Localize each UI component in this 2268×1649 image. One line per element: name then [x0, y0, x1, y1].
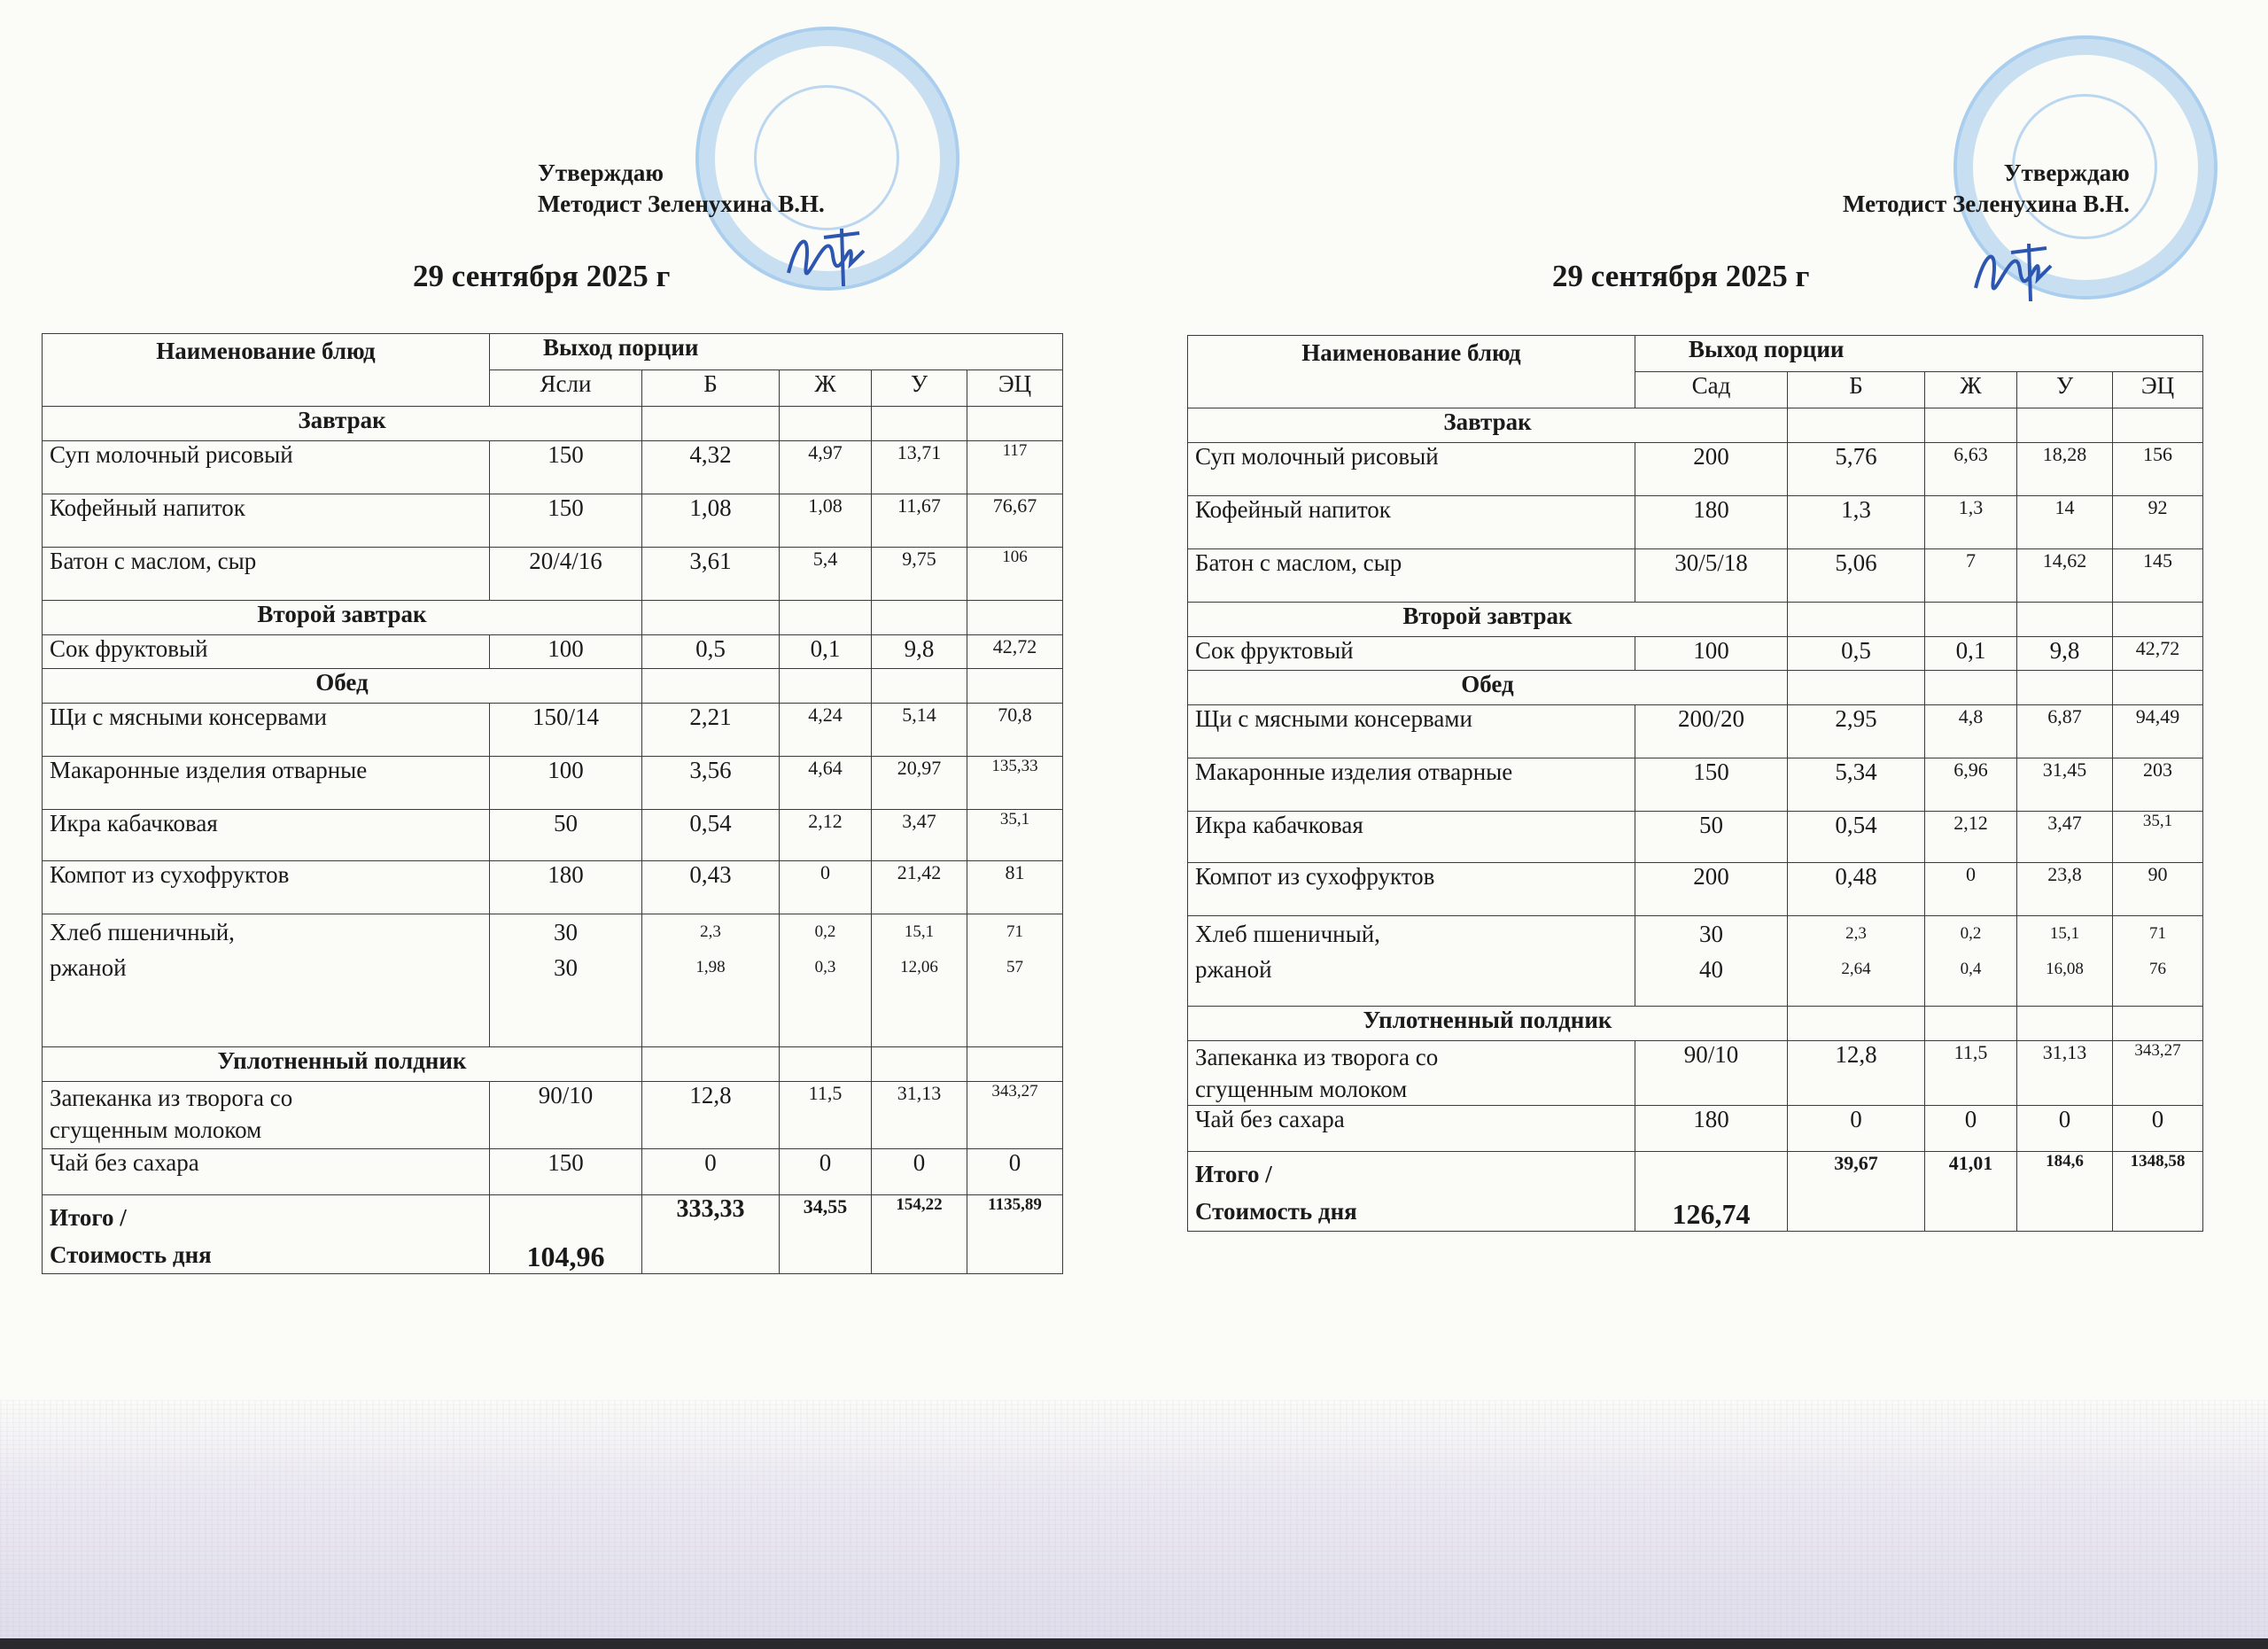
table-cell: 81 [967, 861, 1063, 914]
cell-line: 40 [1699, 956, 1723, 983]
scan-edge [0, 1638, 2268, 1649]
table-row [1188, 863, 2203, 916]
table-cell [1188, 916, 1635, 1007]
cell-line: Итого / [50, 1204, 127, 1231]
table-cell: 135,33 [967, 757, 1063, 810]
table-cell [2017, 603, 2113, 637]
table-row-total [43, 1195, 1063, 1274]
table-cell: 6,87 [2017, 705, 2113, 758]
table-cell: 0 [1925, 863, 2017, 916]
cell-line: 15,1 [2049, 924, 2080, 943]
table-cell: Чай без сахара [43, 1149, 490, 1195]
section-row [1188, 1007, 2203, 1041]
table-cell: Суп молочный рисовый [1188, 443, 1635, 496]
table-cell: 1,08 [642, 494, 780, 548]
table-cell [967, 407, 1063, 441]
table-header-row [1188, 336, 2203, 372]
table-cell: Компот из сухофруктов [1188, 863, 1635, 916]
cell-line: 0,2 [1960, 924, 1982, 943]
table-cell: 5,4 [780, 548, 872, 601]
table-cell [780, 669, 872, 704]
table-cell: 6,96 [1925, 758, 2017, 812]
table-cell [43, 1195, 490, 1274]
table-cell: 20/4/16 [490, 548, 642, 601]
table-row [43, 441, 1063, 494]
cell-line: 76 [2149, 960, 2167, 978]
col-header-name: Наименование блюд [1188, 336, 1635, 408]
cell-line: 30 [554, 954, 578, 981]
cell-line: 71 [1006, 922, 1024, 941]
cell-line: 2,3 [700, 922, 721, 941]
cell-line: 30 [554, 919, 578, 945]
col-header-portion: Выход порции [490, 334, 1063, 370]
table-cell [642, 1047, 780, 1082]
table-cell: 30/5/18 [1635, 549, 1788, 603]
table-cell: 100 [1635, 637, 1788, 671]
section-row [1188, 603, 2203, 637]
table-cell: 41,01 [1925, 1152, 2017, 1232]
table-cell: 5,14 [872, 704, 967, 757]
table-cell: 31,45 [2017, 758, 2113, 812]
table-cell: 333,33 [642, 1195, 780, 1274]
table-cell [2113, 916, 2203, 1007]
table-row [1188, 705, 2203, 758]
table-cell: 200 [1635, 863, 1788, 916]
table-row [1188, 812, 2203, 863]
table-row [43, 704, 1063, 757]
date-left: 29 сентября 2025 г [413, 259, 671, 293]
col-header-energy: ЭЦ [2113, 372, 2203, 408]
table-cell: 42,72 [2113, 637, 2203, 671]
table-cell: 39,67 [1788, 1152, 1925, 1232]
table-cell: 2,21 [642, 704, 780, 757]
table-cell: 343,27 [2113, 1041, 2203, 1106]
approve-label-right: Утверждаю Методист Зеленухина В.Н. [1781, 158, 2130, 220]
cell-line: 2,3 [1845, 924, 1867, 943]
table-cell: 35,1 [2113, 812, 2203, 863]
table-cell [967, 601, 1063, 635]
table-cell: 200/20 [1635, 705, 1788, 758]
table-cell [967, 669, 1063, 704]
table-cell: 9,75 [872, 548, 967, 601]
table-cell: 3,61 [642, 548, 780, 601]
table-row [1188, 443, 2203, 496]
table-cell [967, 914, 1063, 1047]
approver-name-left: Методист Зеленухина В.Н. [538, 191, 825, 217]
cell-line: Запеканка из творога со [50, 1085, 293, 1111]
section-lunch: Обед [43, 669, 642, 704]
table-cell [1925, 408, 2017, 443]
table-cell [2017, 1007, 2113, 1041]
table-cell: 6,63 [1925, 443, 2017, 496]
table-header-row [43, 334, 1063, 370]
table-cell: 34,55 [780, 1195, 872, 1274]
table-cell [1788, 603, 1925, 637]
section-row [1188, 408, 2203, 443]
table-cell [2017, 408, 2113, 443]
menu-table-kindergarten [1187, 335, 2203, 1232]
cell-line: 71 [2149, 924, 2167, 943]
cell-line: сгущенным молоком [1195, 1076, 1408, 1102]
table-cell: 0 [2017, 1106, 2113, 1152]
section-second-breakfast: Второй завтрак [43, 601, 642, 635]
table-row-casserole [43, 1082, 1063, 1149]
table-cell: 13,71 [872, 441, 967, 494]
table-cell [780, 1047, 872, 1082]
table-cell: 3,47 [872, 810, 967, 861]
section-second-breakfast: Второй завтрак [1188, 603, 1788, 637]
table-cell: 92 [2113, 496, 2203, 549]
table-cell [2113, 603, 2203, 637]
section-row [43, 601, 1063, 635]
table-cell: 180 [1635, 1106, 1788, 1152]
cell-line: 2,64 [1841, 960, 1871, 978]
section-row [43, 407, 1063, 441]
table-cell: 184,6 [2017, 1152, 2113, 1232]
table-cell: 0 [2113, 1106, 2203, 1152]
section-lunch: Обед [1188, 671, 1788, 705]
table-cell: Суп молочный рисовый [43, 441, 490, 494]
table-row [43, 494, 1063, 548]
table-cell: Икра кабачковая [43, 810, 490, 861]
col-header-group: Ясли [490, 370, 642, 407]
table-cell [642, 669, 780, 704]
table-cell: 180 [1635, 496, 1788, 549]
table-cell [642, 914, 780, 1047]
table-cell: 14,62 [2017, 549, 2113, 603]
col-header-name: Наименование блюд [43, 334, 490, 407]
table-cell: Компот из сухофруктов [43, 861, 490, 914]
section-snack: Уплотненный полдник [43, 1047, 642, 1082]
table-cell [872, 601, 967, 635]
table-cell: 156 [2113, 443, 2203, 496]
table-row [43, 1149, 1063, 1195]
table-cell: 0 [1925, 1106, 2017, 1152]
table-cell: 0,48 [1788, 863, 1925, 916]
section-row [43, 669, 1063, 704]
table-cell: 3,47 [2017, 812, 2113, 863]
table-cell [642, 407, 780, 441]
table-cell [43, 914, 490, 1047]
table-cell: 2,12 [780, 810, 872, 861]
cell-line: 0,4 [1960, 960, 1982, 978]
table-cell: 150 [490, 441, 642, 494]
section-row [43, 1047, 1063, 1082]
table-cell: Макаронные изделия отварные [43, 757, 490, 810]
col-header-carbs: У [2017, 372, 2113, 408]
col-header-energy: ЭЦ [967, 370, 1063, 407]
signature-right [1967, 217, 2064, 315]
table-cell: 2,12 [1925, 812, 2017, 863]
table-cell: Кофейный напиток [43, 494, 490, 548]
table-cell [1925, 671, 2017, 705]
table-cell [872, 914, 967, 1047]
table-row [43, 548, 1063, 601]
table-cell: 343,27 [967, 1082, 1063, 1149]
table-cell [1788, 671, 1925, 705]
table-cell [2113, 1007, 2203, 1041]
cell-line: ржаной [50, 954, 127, 981]
cell-line: ржаной [1195, 956, 1272, 983]
table-cell: 106 [967, 548, 1063, 601]
table-cell [43, 1082, 490, 1149]
section-breakfast: Завтрак [43, 407, 642, 441]
table-row [43, 757, 1063, 810]
cell-line: 30 [1699, 921, 1723, 947]
table-cell [1925, 1007, 2017, 1041]
table-cell: 4,32 [642, 441, 780, 494]
table-cell: 5,76 [1788, 443, 1925, 496]
table-cell: 94,49 [2113, 705, 2203, 758]
table-cell: 0 [1788, 1106, 1925, 1152]
table-cell: 1,3 [1925, 496, 2017, 549]
table-cell: Батон с маслом, сыр [1188, 549, 1635, 603]
table-cell: 4,8 [1925, 705, 2017, 758]
table-cell [1635, 916, 1788, 1007]
table-cell: 11,67 [872, 494, 967, 548]
table-cell: 42,72 [967, 635, 1063, 669]
cell-line: Итого / [1195, 1161, 1272, 1187]
table-cell: 0 [642, 1149, 780, 1195]
day-cost: 104,96 [490, 1195, 642, 1274]
table-cell [642, 601, 780, 635]
table-row-bread [43, 914, 1063, 1047]
section-row [1188, 671, 2203, 705]
table-row-bread [1188, 916, 2203, 1007]
table-cell: Макаронные изделия отварные [1188, 758, 1635, 812]
table-cell [2017, 671, 2113, 705]
table-cell: 14 [2017, 496, 2113, 549]
table-cell: 200 [1635, 443, 1788, 496]
table-cell: 9,8 [2017, 637, 2113, 671]
table-cell: 12,8 [1788, 1041, 1925, 1106]
table-cell: Сок фруктовый [1188, 637, 1635, 671]
table-cell [1788, 408, 1925, 443]
section-snack: Уплотненный полдник [1188, 1007, 1788, 1041]
table-cell [2113, 408, 2203, 443]
table-cell: 0,1 [780, 635, 872, 669]
table-cell: 18,28 [2017, 443, 2113, 496]
table-cell: 0 [780, 1149, 872, 1195]
table-row [43, 810, 1063, 861]
table-cell: 4,64 [780, 757, 872, 810]
cell-line: 15,1 [904, 922, 935, 941]
table-cell: 35,1 [967, 810, 1063, 861]
cell-line: сгущенным молоком [50, 1116, 262, 1143]
table-cell [780, 914, 872, 1047]
col-header-fat: Ж [1925, 372, 2017, 408]
table-cell [967, 1047, 1063, 1082]
table-cell: 31,13 [872, 1082, 967, 1149]
table-cell: 100 [490, 757, 642, 810]
menu-table-nursery [42, 333, 1063, 1274]
table-cell: Батон с маслом, сыр [43, 548, 490, 601]
cell-line: Хлеб пшеничный, [1195, 921, 1380, 947]
table-cell: 20,97 [872, 757, 967, 810]
table-row [43, 635, 1063, 669]
table-cell [1788, 1007, 1925, 1041]
table-cell [2113, 671, 2203, 705]
table-cell: 0,43 [642, 861, 780, 914]
table-cell: 150 [490, 1149, 642, 1195]
cell-line: Стоимость дня [1195, 1198, 1357, 1225]
table-cell: 1,08 [780, 494, 872, 548]
col-header-protein: Б [1788, 372, 1925, 408]
table-cell: 5,06 [1788, 549, 1925, 603]
table-cell: 12,8 [642, 1082, 780, 1149]
table-cell: 90/10 [490, 1082, 642, 1149]
table-cell: 11,5 [780, 1082, 872, 1149]
table-cell: 154,22 [872, 1195, 967, 1274]
table-cell: 50 [490, 810, 642, 861]
col-header-portion: Выход порции [1635, 336, 2203, 372]
approve-label-left: Утверждаю Методист Зеленухина В.Н. [538, 158, 825, 220]
table-cell: 150/14 [490, 704, 642, 757]
table-cell: 90/10 [1635, 1041, 1788, 1106]
table-cell: Щи с мясными консервами [43, 704, 490, 757]
table-cell [872, 669, 967, 704]
table-cell: 4,97 [780, 441, 872, 494]
table-row-casserole [1188, 1041, 2203, 1106]
cell-line: 1,98 [695, 958, 726, 976]
table-cell [1788, 916, 1925, 1007]
col-header-group: Сад [1635, 372, 1788, 408]
table-cell: Икра кабачковая [1188, 812, 1635, 863]
table-cell: 9,8 [872, 635, 967, 669]
table-cell: 0 [780, 861, 872, 914]
table-row [1188, 549, 2203, 603]
table-cell: 90 [2113, 863, 2203, 916]
cell-line: Запеканка из творога со [1195, 1044, 1439, 1070]
table-row-total [1188, 1152, 2203, 1232]
table-cell: 145 [2113, 549, 2203, 603]
cell-line: Хлеб пшеничный, [50, 919, 235, 945]
table-row [1188, 758, 2203, 812]
table-cell [1925, 603, 2017, 637]
day-cost: 126,74 [1635, 1152, 1788, 1232]
table-cell: 31,13 [2017, 1041, 2113, 1106]
cell-line: 0,2 [814, 922, 836, 941]
cell-line: 16,08 [2046, 960, 2084, 978]
cell-line: 12,06 [900, 958, 938, 976]
table-cell: Сок фруктовый [43, 635, 490, 669]
col-header-protein: Б [642, 370, 780, 407]
table-cell: 150 [490, 494, 642, 548]
table-cell: 1,3 [1788, 496, 1925, 549]
table-cell: 1135,89 [967, 1195, 1063, 1274]
table-cell: 11,5 [1925, 1041, 2017, 1106]
table-cell: 23,8 [2017, 863, 2113, 916]
table-cell: Кофейный напиток [1188, 496, 1635, 549]
table-cell: 50 [1635, 812, 1788, 863]
table-cell: 0 [872, 1149, 967, 1195]
table-cell [780, 601, 872, 635]
table-cell: 150 [1635, 758, 1788, 812]
cell-line: 57 [1006, 958, 1024, 976]
table-cell [1188, 1152, 1635, 1232]
table-cell: 70,8 [967, 704, 1063, 757]
table-cell: 7 [1925, 549, 2017, 603]
cell-line: 0,3 [814, 958, 836, 976]
col-header-carbs: У [872, 370, 967, 407]
scan-noise [0, 1400, 2268, 1649]
cell-line: Стоимость дня [50, 1241, 212, 1268]
table-cell: 0,54 [642, 810, 780, 861]
table-cell: 203 [2113, 758, 2203, 812]
table-cell: Чай без сахара [1188, 1106, 1635, 1152]
table-cell [780, 407, 872, 441]
col-header-fat: Ж [780, 370, 872, 407]
table-cell: 0,1 [1925, 637, 2017, 671]
table-cell: 0,5 [642, 635, 780, 669]
table-cell [872, 1047, 967, 1082]
table-cell [490, 914, 642, 1047]
table-cell: 5,34 [1788, 758, 1925, 812]
table-row [43, 861, 1063, 914]
section-breakfast: Завтрак [1188, 408, 1788, 443]
table-cell [1925, 916, 2017, 1007]
table-cell: 0,54 [1788, 812, 1925, 863]
table-cell: 100 [490, 635, 642, 669]
table-cell: 2,95 [1788, 705, 1925, 758]
table-cell: 0 [967, 1149, 1063, 1195]
table-row [1188, 496, 2203, 549]
table-cell: 1348,58 [2113, 1152, 2203, 1232]
table-cell [872, 407, 967, 441]
table-cell: 4,24 [780, 704, 872, 757]
table-cell [2017, 916, 2113, 1007]
table-row [1188, 637, 2203, 671]
table-cell: 76,67 [967, 494, 1063, 548]
table-cell: 3,56 [642, 757, 780, 810]
date-right: 29 сентября 2025 г [1552, 259, 1810, 293]
table-cell: 117 [967, 441, 1063, 494]
approver-name-right: Методист Зеленухина В.Н. [1843, 191, 2130, 217]
table-cell: 180 [490, 861, 642, 914]
table-cell: Щи с мясными консервами [1188, 705, 1635, 758]
table-cell: 0,5 [1788, 637, 1925, 671]
table-cell [1188, 1041, 1635, 1106]
table-cell: 21,42 [872, 861, 967, 914]
table-row [1188, 1106, 2203, 1152]
